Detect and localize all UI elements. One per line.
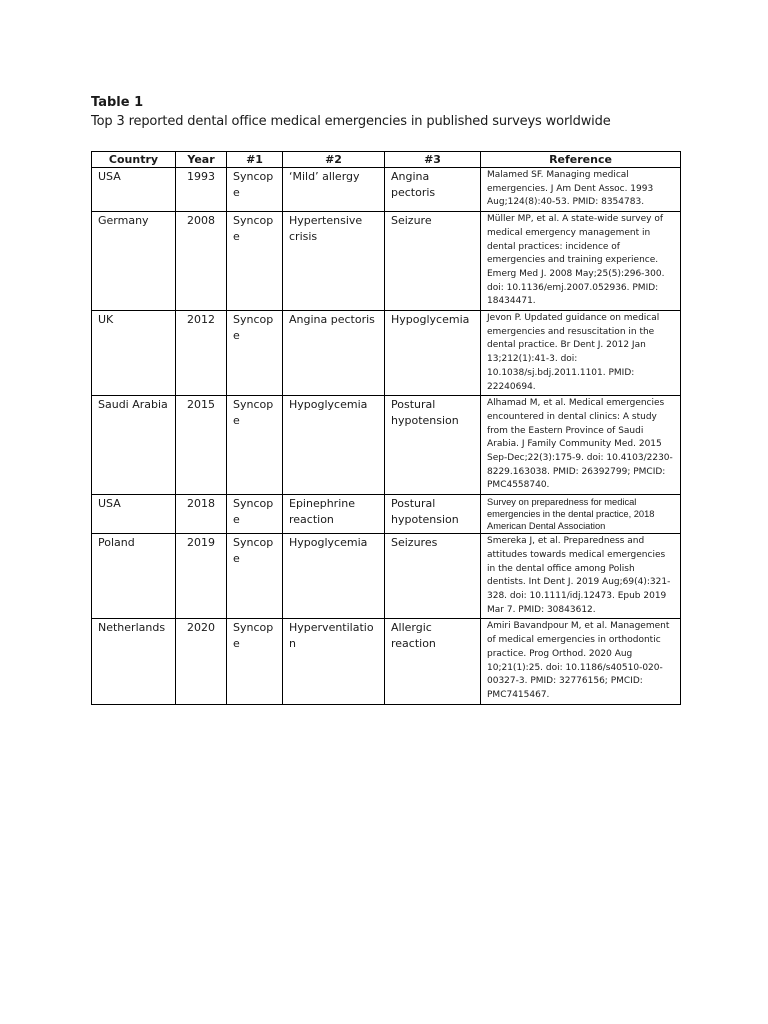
header-rank-2: #2 — [283, 152, 385, 168]
table-row — [92, 212, 681, 311]
cell-country: UK — [92, 311, 176, 396]
table-label: Table 1 — [91, 95, 144, 110]
cell-rank-2: Hypoglycemia — [283, 396, 385, 495]
cell-rank-3: Seizures — [385, 534, 481, 619]
cell-rank-3: Postural hypotension — [385, 396, 481, 495]
table-row — [92, 168, 681, 212]
cell-rank-2: Hyperventilation — [283, 619, 385, 704]
cell-rank-3: Hypoglycemia — [385, 311, 481, 396]
cell-rank-3: Angina pectoris — [385, 168, 481, 212]
header-reference: Reference — [481, 152, 681, 168]
cell-year: 2015 — [176, 396, 227, 495]
cell-reference: Amiri Bavandpour M, et al. Management of medical emergencies in orthodontic practice. Prog Orthod. 2020 Aug 10;21(1):25. doi: 10.1186/s40510-020-00327-3. PMID: 32776156; PMCID: PMC7415467. — [481, 619, 681, 704]
table-row — [92, 619, 681, 704]
table-row — [92, 495, 681, 534]
cell-country: Germany — [92, 212, 176, 311]
cell-reference: Jevon P. Updated guidance on medical emergencies and resuscitation in the dental practice. Br Dent J. 2012 Jan 13;212(1):41-3. doi: 10.1038/sj.bdj.2011.1101. PMID: 22240694. — [481, 311, 681, 396]
cell-country: Poland — [92, 534, 176, 619]
cell-reference: Smereka J, et al. Preparedness and attitudes towards medical emergencies in the dental office among Polish dentists. Int Dent J. 2019 Aug;69(4):321-328. doi: 10.1111/idj.12473. Epub 2019 Mar 7. PMID: 30843612. — [481, 534, 681, 619]
cell-reference: Alhamad M, et al. Medical emergencies encountered in dental clinics: A study from the Eastern Province of Saudi Arabia. J Family Community Med. 2015 Sep-Dec;22(3):175-9. doi: 10.4103/2230-8229.163038. PMID: 26392799; PMCID: PMC4558740. — [481, 396, 681, 495]
cell-rank-3: Allergic reaction — [385, 619, 481, 704]
cell-reference: Malamed SF. Managing medical emergencies. J Am Dent Assoc. 1993 Aug;124(8):40-53. PMID: 8354783. — [481, 168, 681, 212]
cell-rank-2: Angina pectoris — [283, 311, 385, 396]
cell-rank-2: Hypoglycemia — [283, 534, 385, 619]
cell-year: 2012 — [176, 311, 227, 396]
cell-rank-1: Syncope — [227, 396, 283, 495]
cell-year: 2019 — [176, 534, 227, 619]
cell-reference: Survey on preparedness for medical emergencies in the dental practice, 2018 American Dental Association — [481, 495, 681, 534]
cell-rank-1: Syncope — [227, 311, 283, 396]
cell-rank-2: ‘Mild’ allergy — [283, 168, 385, 212]
cell-rank-3: Postural hypotension — [385, 495, 481, 534]
cell-country: Netherlands — [92, 619, 176, 704]
cell-year: 2020 — [176, 619, 227, 704]
cell-rank-2: Hypertensive crisis — [283, 212, 385, 311]
cell-rank-1: Syncope — [227, 619, 283, 704]
header-rank-1: #1 — [227, 152, 283, 168]
header-rank-3: #3 — [385, 152, 481, 168]
cell-rank-2: Epinephrine reaction — [283, 495, 385, 534]
cell-country: Saudi Arabia — [92, 396, 176, 495]
table-row — [92, 311, 681, 396]
table-row — [92, 396, 681, 495]
header-year: Year — [176, 152, 227, 168]
cell-rank-1: Syncope — [227, 168, 283, 212]
cell-rank-3: Seizure — [385, 212, 481, 311]
cell-rank-1: Syncope — [227, 212, 283, 311]
table-header-row — [92, 152, 681, 168]
cell-year: 2008 — [176, 212, 227, 311]
header-country: Country — [92, 152, 176, 168]
cell-rank-1: Syncope — [227, 534, 283, 619]
cell-year: 1993 — [176, 168, 227, 212]
table-caption: Top 3 reported dental office medical emergencies in published surveys worldwide — [91, 114, 611, 129]
document-page — [91, 94, 681, 700]
cell-reference: Müller MP, et al. A state-wide survey of medical emergency management in dental practices: incidence of emergencies and training experience. Emerg Med J. 2008 May;25(5):296-300. doi: 10.1136/emj.2007.052936. PMID: 18434471. — [481, 212, 681, 311]
cell-year: 2018 — [176, 495, 227, 534]
cell-country: USA — [92, 168, 176, 212]
cell-country: USA — [92, 495, 176, 534]
emergencies-table — [91, 151, 681, 705]
table-row — [92, 534, 681, 619]
cell-rank-1: Syncope — [227, 495, 283, 534]
